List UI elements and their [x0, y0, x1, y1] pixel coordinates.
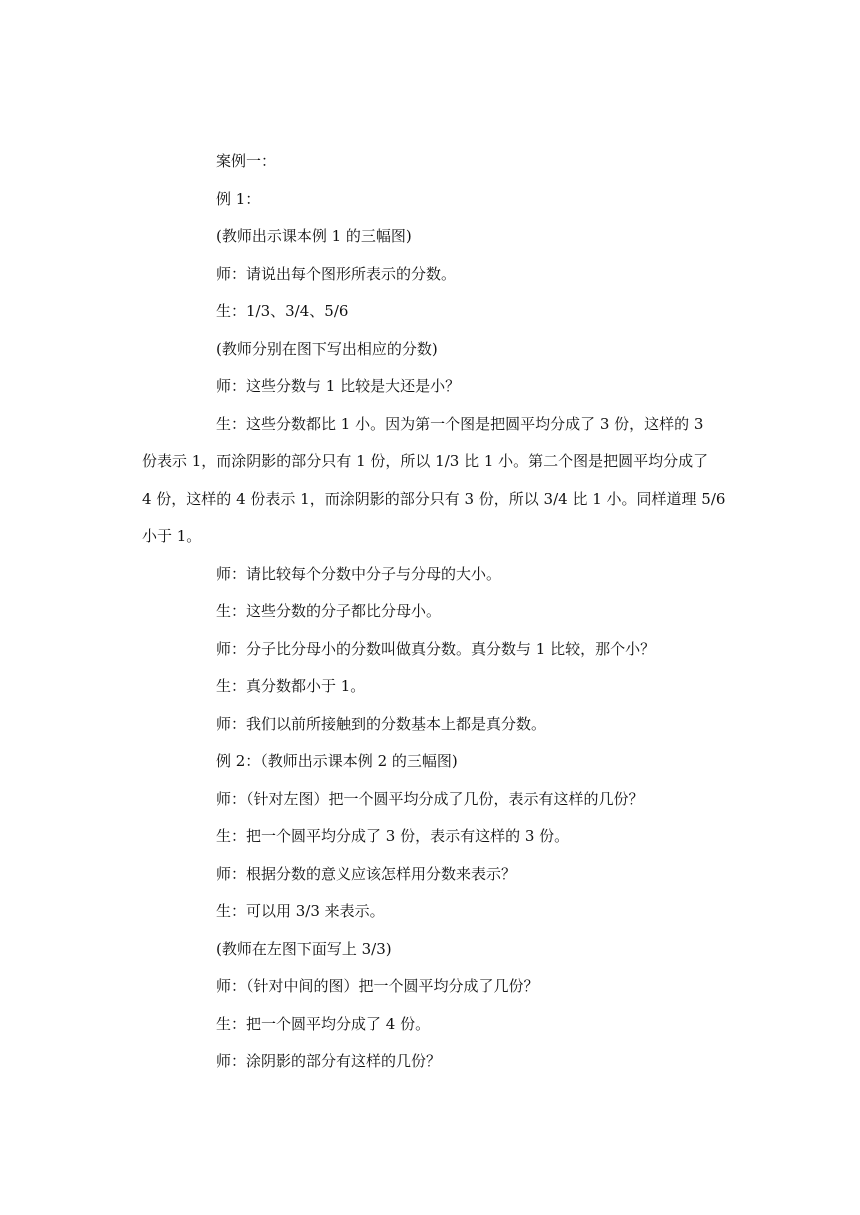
paragraph-line: 小于 1。: [142, 527, 202, 545]
dialogue-line: 生：把一个圆平均分成了 3 份，表示有这样的 3 份。: [216, 827, 570, 845]
dialogue-line: 生：把一个圆平均分成了 4 份。: [216, 1014, 431, 1033]
dialogue-line: 师：根据分数的意义应该怎样用分数来表示？: [216, 864, 517, 883]
case-heading: 案例一：: [216, 152, 277, 170]
paragraph-line: 4 份，这样的 4 份表示 1，而涂阴影的部分只有 3 份，所以 3/4 比 1 小。同样道理 5/6: [142, 489, 726, 508]
dialogue-line: 师：（针对左图）把一个圆平均分成了几份，表示有这样的几份？: [216, 789, 644, 808]
example-1-heading: 例 1：: [216, 189, 261, 208]
dialogue-line: 生：1/3、3/4、5/6: [216, 302, 349, 320]
dialogue-line: 师：涂阴影的部分有这样的几份？: [216, 1052, 442, 1070]
document-body: [142, 149, 758, 1087]
example-2-heading: 例 2：（教师出示课本例 2 的三幅图): [216, 752, 458, 770]
stage-direction: (教师在左图下面写上 3/3): [216, 939, 392, 958]
student-explanation-paragraph: [142, 412, 758, 562]
paragraph-line: 份表示 1，而涂阴影的部分只有 1 份，所以 1/3 比 1 小。第二个图是把圆平均分成了: [142, 452, 709, 470]
dialogue-line: 师：我们以前所接触到的分数基本上都是真分数。: [216, 714, 547, 733]
dialogue-line: 师：分子比分母小的分数叫做真分数。真分数与 1 比较，那个小？: [216, 639, 656, 658]
dialogue-line: 师：请说出每个图形所表示的分数。: [216, 264, 457, 283]
dialogue-line: 生：可以用 3/3 来表示。: [216, 902, 385, 920]
dialogue-line: 师：这些分数与 1 比较是大还是小？: [216, 377, 461, 395]
dialogue-line: 生：真分数都小于 1。: [216, 677, 366, 695]
paragraph-line: 生：这些分数都比 1 小。因为第一个图是把圆平均分成了 3 份，这样的 3: [216, 414, 704, 433]
dialogue-line: 生：这些分数的分子都比分母小。: [216, 602, 442, 620]
stage-direction: (教师出示课本例 1 的三幅图): [216, 227, 412, 245]
stage-direction: (教师分别在图下写出相应的分数): [216, 339, 438, 358]
dialogue-line: 师：（针对中间的图）把一个圆平均分成了几份？: [216, 977, 539, 995]
dialogue-line: 师：请比较每个分数中分子与分母的大小。: [216, 564, 502, 583]
